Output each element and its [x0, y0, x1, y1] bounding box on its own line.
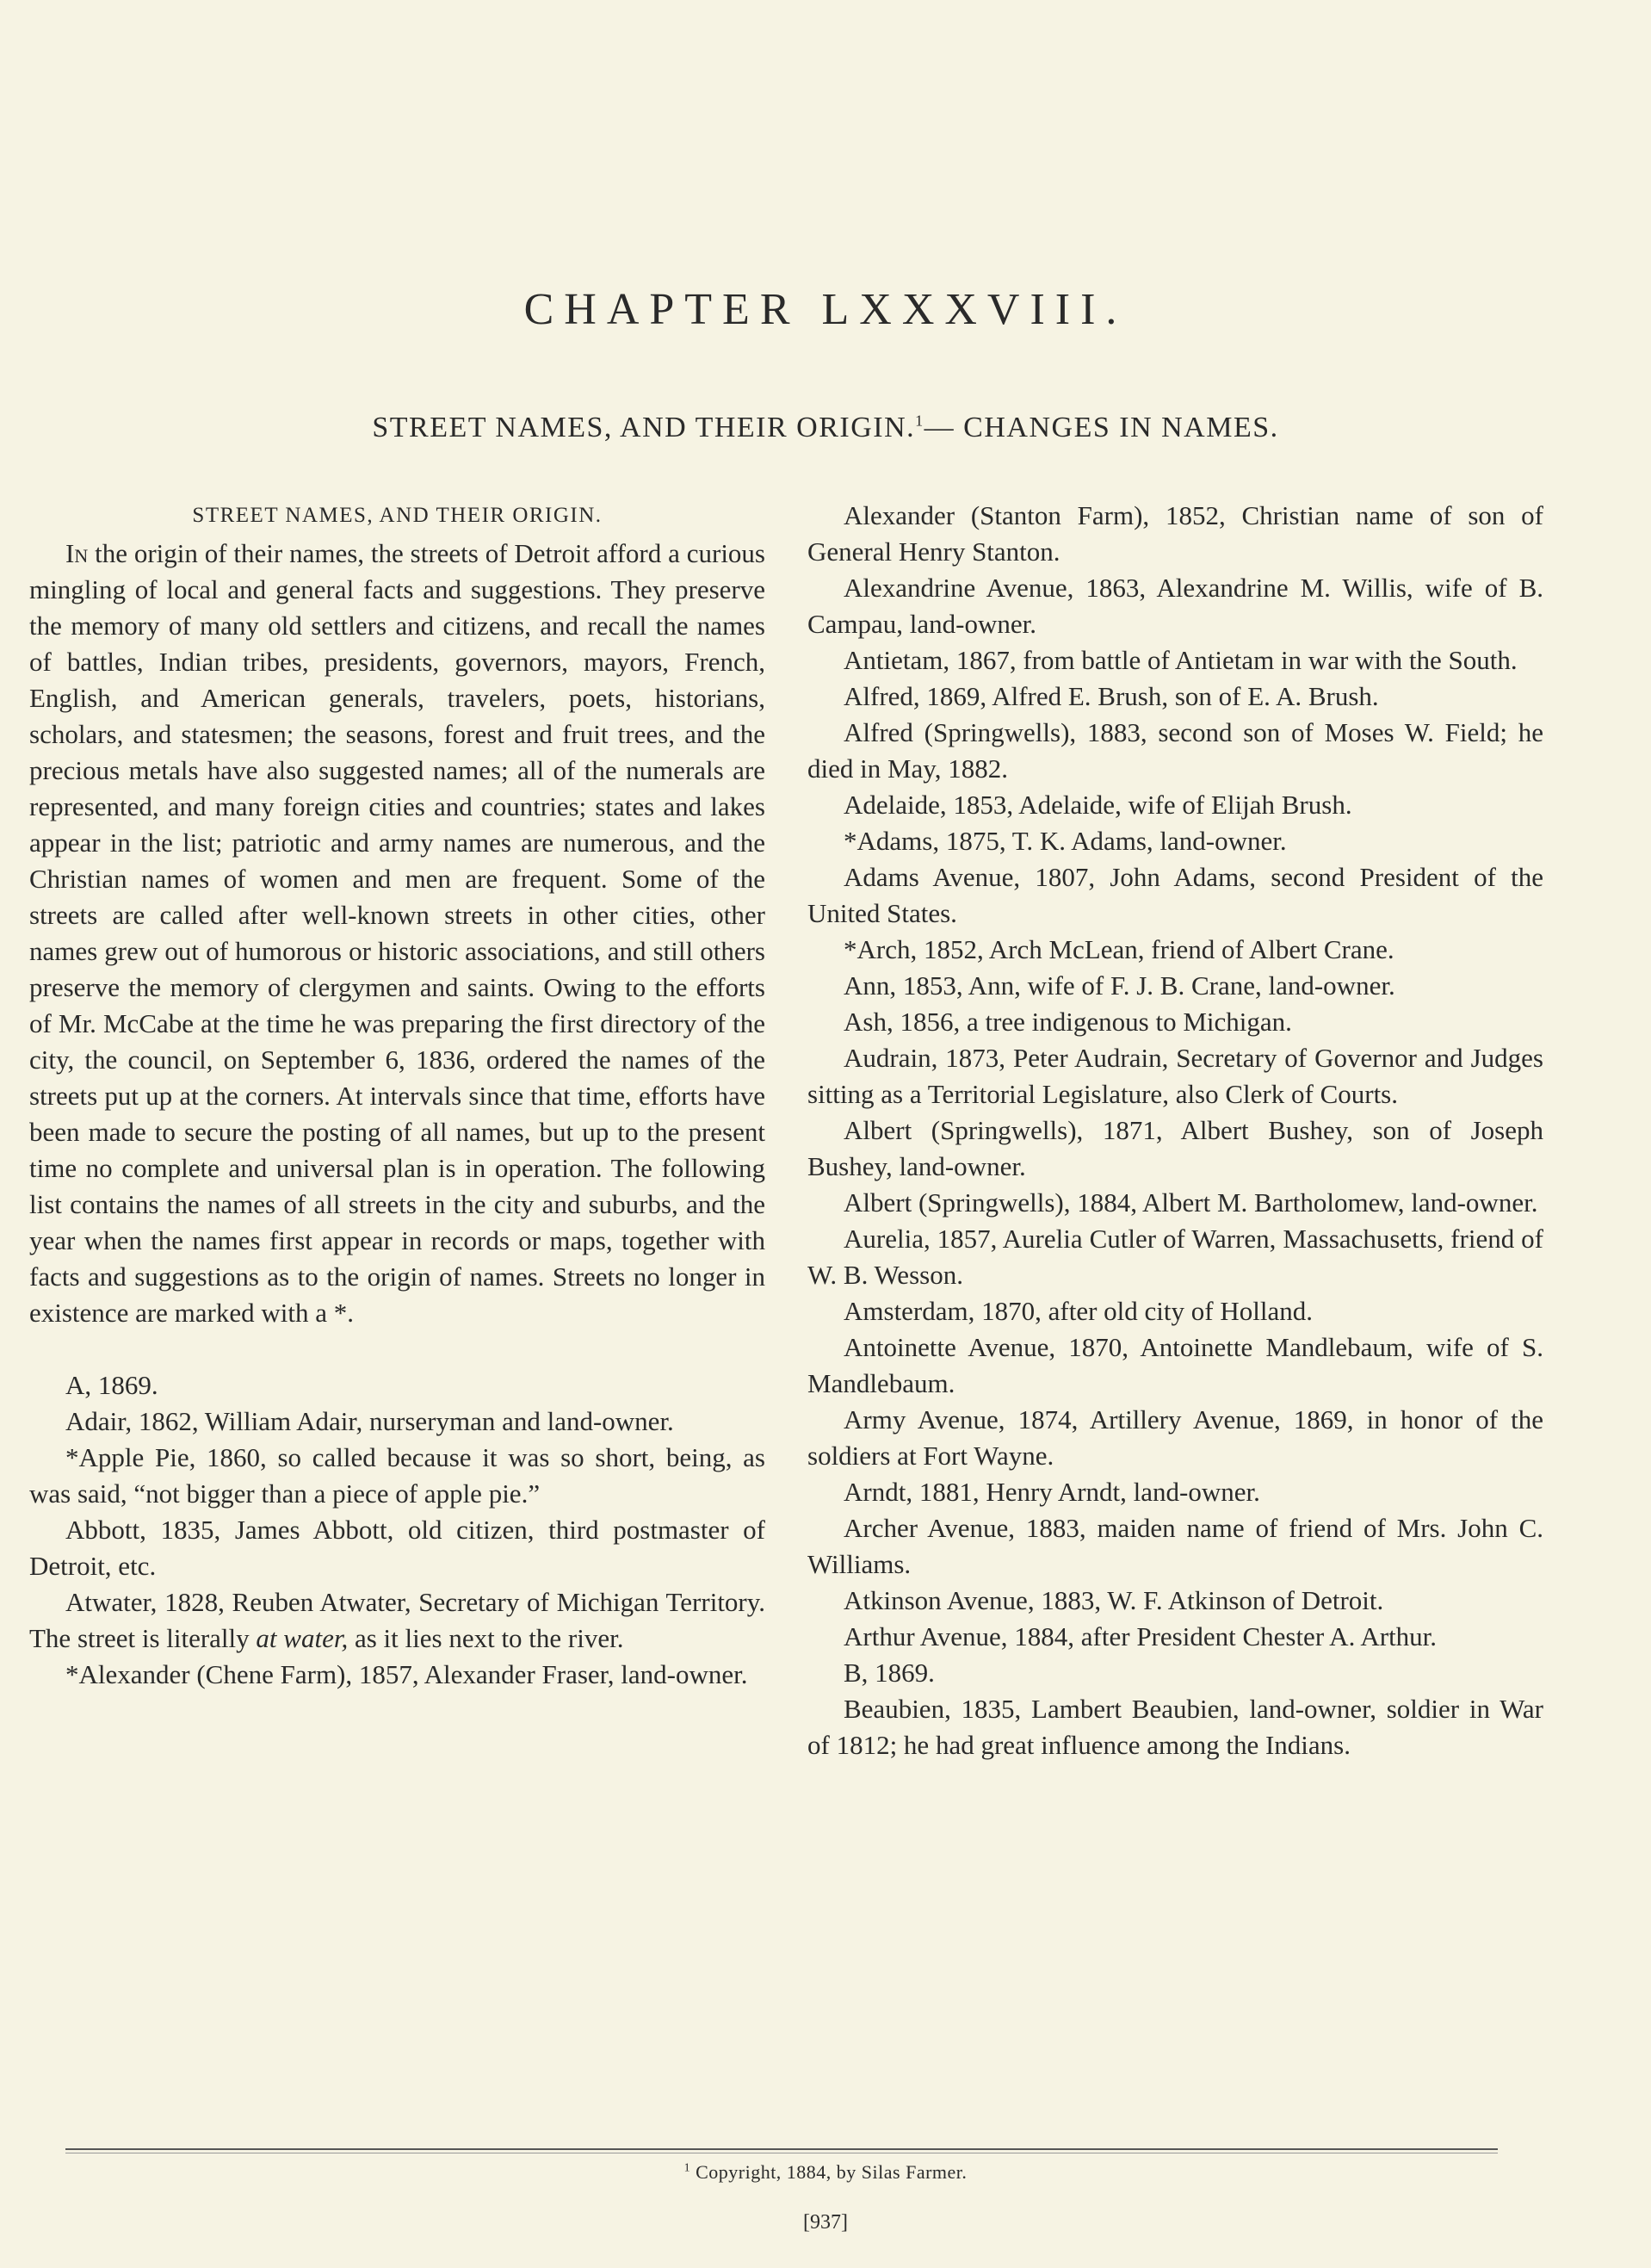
street-entry: Aurelia, 1857, Aurelia Cutler of Warren, Massachusetts, friend of W. B. Wesson. — [807, 1224, 1543, 1290]
street-entry: Antietam, 1867, from battle of Antietam in war with the South. — [844, 645, 1518, 675]
page-number: [937] — [803, 2211, 848, 2234]
street-entry: Alexander (Stanton Farm), 1852, Christian name of son of General Henry Stanton. — [807, 500, 1543, 567]
subtitle-text: STREET NAMES, AND THEIR ORIGIN. — [372, 412, 916, 443]
chapter-subtitle — [0, 412, 1651, 444]
street-entry: Alexandrine Avenue, 1863, Alexandrine M. Willis, wife of B. Campau, land-owner. — [807, 573, 1543, 639]
intro-first-word: In — [65, 538, 89, 568]
atwater-rest: as it lies next to the river. — [348, 1623, 624, 1653]
chapter-title: CHAPTER LXXXVIII. — [523, 285, 1128, 334]
street-entry-atwater — [29, 1584, 765, 1657]
street-entry: Alfred, 1869, Alfred E. Brush, son of E. A. Brush. — [844, 681, 1379, 711]
footnote-marker: 1 — [915, 412, 924, 430]
street-entry: A, 1869. — [65, 1370, 158, 1400]
atwater-text: Atwater, 1828, Reuben Atwater, Secretary of Michigan Territory. The street is literally — [29, 1587, 765, 1653]
atwater-italic: at water, — [256, 1623, 349, 1653]
left-column — [29, 498, 765, 1693]
street-entry: Alfred (Springwells), 1883, second son of Moses W. Field; he died in May, 1882. — [807, 717, 1543, 784]
street-entry: Amsterdam, 1870, after old city of Holland. — [844, 1296, 1313, 1326]
street-entry: Abbott, 1835, James Abbott, old citizen, third postmaster of Detroit, etc. — [29, 1515, 765, 1581]
street-entry: Adelaide, 1853, Adelaide, wife of Elijah Brush. — [844, 790, 1352, 820]
street-entry: *Adams, 1875, T. K. Adams, land-owner. — [844, 826, 1287, 856]
street-entry: Ash, 1856, a tree indigenous to Michigan. — [844, 1007, 1292, 1037]
street-entry: Audrain, 1873, Peter Audrain, Secretary of Governor and Judges sitting as a Territorial Legislature, also Clerk of Courts. — [807, 1043, 1543, 1109]
street-entry: *Arch, 1852, Arch McLean, friend of Albert Crane. — [844, 934, 1394, 964]
street-entry: *Alexander (Chene Farm), 1857, Alexander Fraser, land-owner. — [65, 1659, 748, 1689]
street-entry: Ann, 1853, Ann, wife of F. J. B. Crane, land-owner. — [844, 970, 1395, 1001]
street-entry: Adams Avenue, 1807, John Adams, second President of the United States. — [807, 862, 1543, 928]
street-entry: Arthur Avenue, 1884, after President Chester A. Arthur. — [844, 1621, 1438, 1651]
street-entry: B, 1869. — [844, 1658, 935, 1688]
street-entry: Army Avenue, 1874, Artillery Avenue, 1869, in honor of the soldiers at Fort Wayne. — [807, 1404, 1543, 1471]
footnote-divider — [65, 2148, 1498, 2150]
street-entry: *Apple Pie, 1860, so called because it was so short, being, as was said, “not bigger than a piece of apple pie.” — [29, 1442, 765, 1509]
subtitle-rest: — CHANGES IN NAMES. — [924, 412, 1279, 443]
street-entry: Archer Avenue, 1883, maiden name of friend of Mrs. John C. Williams. — [807, 1513, 1543, 1579]
street-entry: Albert (Springwells), 1884, Albert M. Bartholomew, land-owner. — [844, 1187, 1538, 1218]
footnote-text: Copyright, 1884, by Silas Farmer. — [690, 2161, 968, 2183]
street-entry: Adair, 1862, William Adair, nurseryman and land-owner. — [65, 1406, 674, 1436]
intro-text: the origin of their names, the streets of Detroit afford a curious mingling of local and general facts and suggestions. They preserve the memory of many old settlers and citizens, and recall the names of battles, Indian tribes, presidents, governors, mayors, French, English, and American generals, travelers, poets, historians, scholars, and statesmen; the seasons, forest and fruit trees, and the precious metals have also suggested names; all of the numerals are represented, and many foreign cities and countries; states and lakes appear in the list; patriotic and army names are numerous, and the Christian names of women and men are frequent. Some of the streets are called after well-known streets in other cities, other names grew out of humorous or historic associations, and still others preserve the memory of clergymen and saints. Owing to the efforts of Mr. McCabe at the time he was preparing the first directory of the city, the council, on September 6, 1836, ordered the names of the streets put up at the corners. At intervals since that time, efforts have been made to secure the posting of all names, but up to the present time no complete and universal plan is in operation. The following list contains the names of all streets in the city and suburbs, and the year when the names first appear in records or maps, together with facts and suggestions as to the origin of names. Streets no longer in existence are marked with a *. — [29, 538, 765, 1328]
intro-paragraph — [29, 536, 765, 1331]
street-entry: Beaubien, 1835, Lambert Beaubien, land-owner, soldier in War of 1812; he had great influence among the Indians. — [807, 1694, 1543, 1760]
street-entry: Albert (Springwells), 1871, Albert Bushey, son of Joseph Bushey, land-owner. — [807, 1115, 1543, 1181]
street-entry: Antoinette Avenue, 1870, Antoinette Mandlebaum, wife of S. Mandlebaum. — [807, 1332, 1543, 1398]
right-column — [807, 498, 1543, 1763]
footnote — [0, 2161, 1651, 2184]
footnote-number: 1 — [683, 2161, 691, 2175]
street-entry: Arndt, 1881, Henry Arndt, land-owner. — [844, 1477, 1260, 1507]
spacer — [29, 1331, 765, 1367]
street-entry: Atkinson Avenue, 1883, W. F. Atkinson of Detroit. — [844, 1585, 1384, 1615]
section-heading: STREET NAMES, AND THEIR ORIGIN. — [192, 504, 603, 527]
